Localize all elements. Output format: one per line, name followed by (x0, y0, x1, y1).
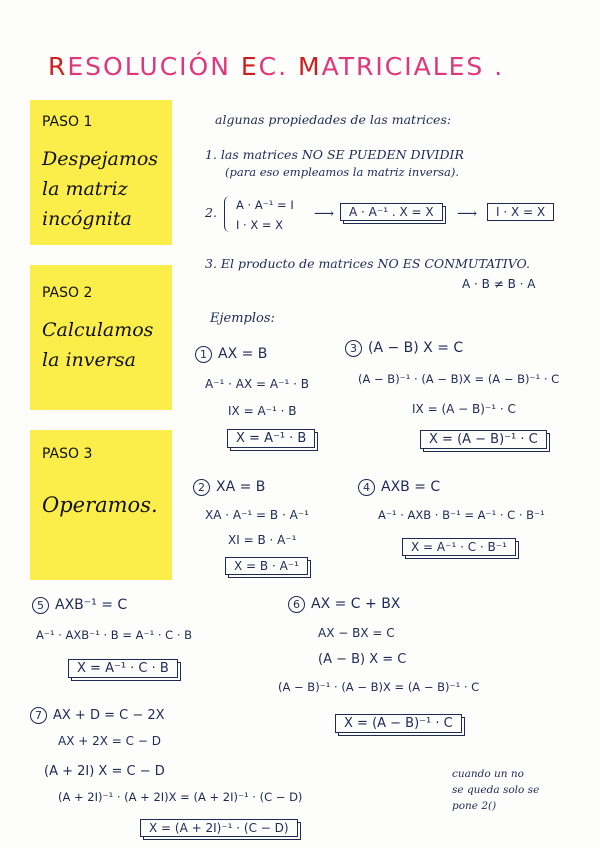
property-2-box1: A · A⁻¹ . X = X (340, 203, 443, 221)
example-1-line3: IX = A⁻¹ · B (228, 404, 297, 418)
example-6-line3: (A − B) X = C (318, 652, 407, 667)
example-6-result: X = (A − B)⁻¹ · C (335, 714, 462, 733)
example-2-line1: 2 XA = B (193, 479, 265, 496)
step-3-label: PASO 3 (42, 446, 93, 462)
example-2-line2: XA · A⁻¹ = B · A⁻¹ (205, 508, 309, 522)
example-1-line1: 1 AX = B (195, 346, 267, 363)
arrow-icon: ⟶ (314, 206, 335, 222)
example-6-line2: AX − BX = C (318, 626, 395, 640)
property-3-formula: A · B ≠ B · A (462, 277, 536, 291)
example-5-line2: A⁻¹ · AXB⁻¹ · B = A⁻¹ · C · B (36, 628, 193, 642)
example-3-number: 3 (345, 340, 362, 357)
property-2-box2: I · X = X (487, 203, 554, 221)
property-2-line2: I · X = X (236, 218, 284, 232)
step-1-label: PASO 1 (42, 114, 93, 130)
example-4-line1: 4 AXB = C (358, 479, 440, 496)
example-3-line2: (A − B)⁻¹ · (A − B)X = (A − B)⁻¹ · C (358, 372, 560, 386)
example-1-line2: A⁻¹ · AX = A⁻¹ · B (205, 377, 309, 391)
arrow-icon: ⟶ (457, 206, 478, 222)
property-2-line1: A · A⁻¹ = I (236, 198, 294, 212)
examples-label: Ejemplos: (210, 311, 275, 326)
property-1: 1. las matrices NO SE PUEDEN DIVIDIR (205, 147, 464, 162)
side-note: cuando un no se queda solo se pone 2() (452, 768, 540, 812)
example-7-line3: (A + 2I) X = C − D (44, 764, 165, 779)
example-4-result: X = A⁻¹ · C · B⁻¹ (402, 538, 516, 556)
example-3-line1: 3 (A − B) X = C (345, 340, 463, 357)
step-2-text: Calculamos la inversa (42, 319, 154, 371)
example-4-number: 4 (358, 479, 375, 496)
example-1-number: 1 (195, 346, 212, 363)
step-2-label: PASO 2 (42, 285, 93, 301)
example-7-line2: AX + 2X = C − D (58, 734, 161, 748)
example-3-result: X = (A − B)⁻¹ · C (420, 430, 547, 449)
property-2-number: 2. (205, 205, 217, 220)
step-1-text: Despejamos la matriz incógnita (42, 148, 159, 230)
example-2-number: 2 (193, 479, 210, 496)
property-3: 3. El producto de matrices NO ES CONMUTATIVO. (205, 256, 531, 271)
example-3-line3: IX = (A − B)⁻¹ · C (412, 402, 516, 416)
step-3-note (30, 430, 172, 580)
example-2-result: X = B · A⁻¹ (225, 557, 308, 575)
example-7-number: 7 (30, 707, 47, 724)
example-5-line1: 5 AXB⁻¹ = C (32, 597, 127, 614)
page-title: RESOLUCIÓN EC. MATRICIALES . (48, 52, 505, 81)
step-2-note (30, 265, 172, 410)
example-4-line2: A⁻¹ · AXB · B⁻¹ = A⁻¹ · C · B⁻¹ (378, 508, 545, 522)
property-1-note: (para eso empleamos la matriz inversa). (225, 165, 460, 179)
example-7-line4: (A + 2I)⁻¹ · (A + 2I)X = (A + 2I)⁻¹ · (C − D) (58, 790, 303, 804)
example-7-result: X = (A + 2I)⁻¹ · (C − D) (140, 819, 298, 837)
example-6-line4: (A − B)⁻¹ · (A − B)X = (A − B)⁻¹ · C (278, 680, 480, 694)
example-2-line3: XI = B · A⁻¹ (228, 533, 297, 547)
example-5-result: X = A⁻¹ · C · B (68, 659, 178, 678)
example-5-number: 5 (32, 597, 49, 614)
properties-intro: algunas propiedades de las matrices: (215, 112, 452, 127)
example-7-line1: 7 AX + D = C − 2X (30, 707, 165, 724)
step-3-text: Operamos. (42, 493, 158, 517)
example-6-number: 6 (288, 596, 305, 613)
property-2-brace (224, 196, 231, 232)
example-6-line1: 6 AX = C + BX (288, 596, 400, 613)
step-1-note (30, 100, 172, 245)
example-1-result: X = A⁻¹ · B (227, 429, 315, 448)
